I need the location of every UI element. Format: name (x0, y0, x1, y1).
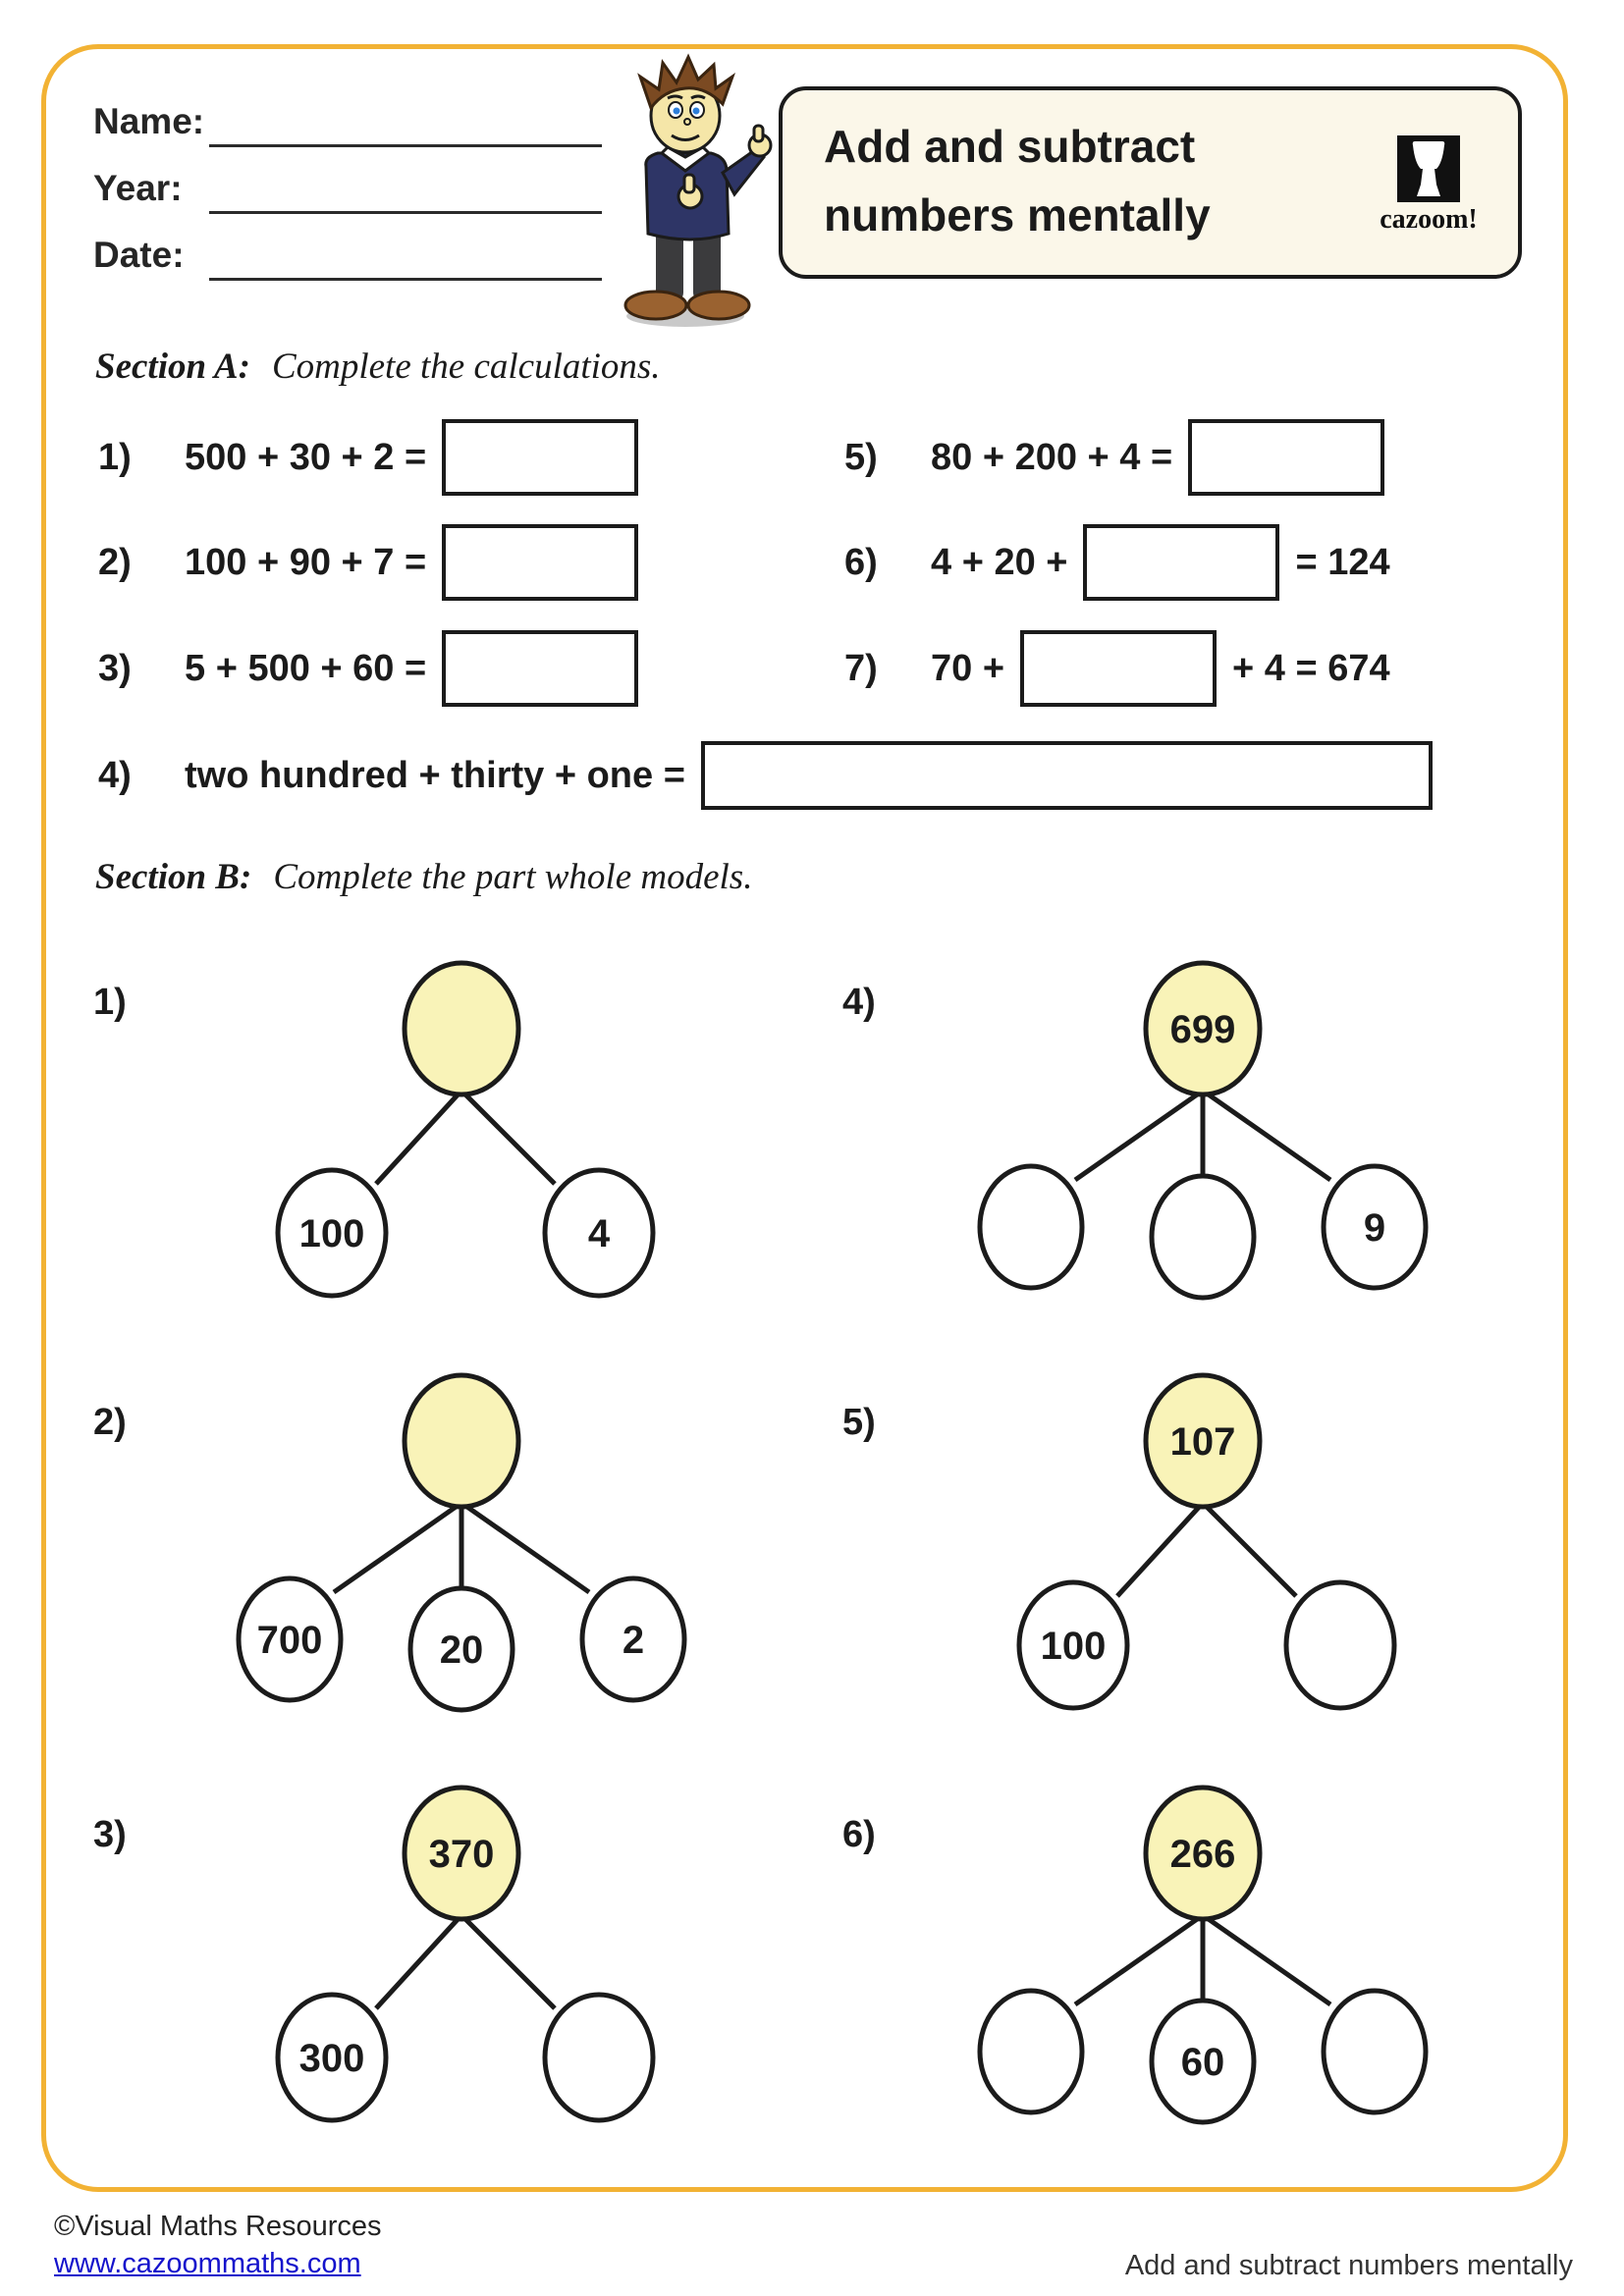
problem-7-expression: 70 + (931, 647, 1005, 689)
cazoom-kazoo-icon (1397, 135, 1460, 202)
model-1-whole-circle[interactable] (405, 963, 518, 1095)
problem-6 (844, 521, 1390, 604)
part-whole-model-5 (908, 1372, 1458, 1716)
problem-6-expression: 4 + 20 + (931, 541, 1068, 583)
model-5-whole-value: 107 (1169, 1420, 1236, 1464)
problem-6-answer-box[interactable] (1083, 524, 1279, 601)
model-1-part-value-2: 4 (587, 1212, 611, 1255)
worksheet-title-line2: numbers mentally (824, 189, 1211, 240)
year-write-line[interactable] (209, 211, 602, 214)
problem-5-number: 5) (844, 436, 878, 478)
problem-5-answer-box[interactable] (1188, 419, 1384, 496)
problem-1 (98, 416, 654, 499)
model-2-part-value-2: 20 (439, 1629, 484, 1672)
problem-4-answer-box[interactable] (701, 741, 1433, 810)
model-4-whole-value: 699 (1169, 1008, 1236, 1051)
problem-4-expression: two hundred + thirty + one = (185, 754, 685, 796)
model-5-part-circle-2[interactable] (1286, 1582, 1394, 1708)
problem-6-suffix: = 124 (1295, 541, 1390, 583)
part-whole-model-4 (908, 960, 1458, 1304)
section-b-instruction: Complete the part whole models. (273, 857, 753, 897)
part-whole-model-6 (908, 1785, 1458, 2128)
problem-1-number: 1) (98, 436, 132, 478)
section-a-heading (95, 346, 661, 388)
problem-5 (844, 416, 1400, 499)
problem-7-answer-box[interactable] (1020, 630, 1217, 707)
model-3-label: 3) (93, 1814, 127, 1855)
problem-2 (98, 521, 654, 604)
problem-7-suffix: + 4 = 674 (1232, 647, 1390, 689)
model-5-part-value-1: 100 (1040, 1625, 1107, 1668)
problem-3-answer-box[interactable] (442, 630, 638, 707)
problem-7-number: 7) (844, 647, 878, 689)
model-3-part-value-1: 300 (298, 2037, 365, 2080)
model-6-whole-value: 266 (1169, 1833, 1236, 1876)
problem-3 (98, 627, 654, 710)
name-label: Name: (93, 101, 205, 141)
section-b-heading (95, 856, 752, 898)
part-whole-model-3 (167, 1785, 717, 2128)
part-whole-model-1 (167, 960, 717, 1304)
problem-4 (98, 734, 1448, 817)
problem-5-expression: 80 + 200 + 4 = (931, 436, 1173, 478)
model-2-part-value-3: 2 (622, 1619, 645, 1662)
model-2-label: 2) (93, 1402, 127, 1443)
model-1-label: 1) (93, 982, 127, 1023)
problem-7 (844, 627, 1390, 710)
website-link[interactable]: www.cazoommaths.com (54, 2248, 361, 2279)
model-6-label: 6) (842, 1814, 876, 1855)
cazoom-logo-text: cazoom! (1380, 204, 1478, 235)
model-3-part-circle-2[interactable] (545, 1995, 653, 2120)
model-1-part-value-1: 100 (298, 1212, 365, 1255)
problem-1-answer-box[interactable] (442, 419, 638, 496)
model-4-part-circle-1[interactable] (980, 1166, 1082, 1288)
model-5-label: 5) (842, 1402, 876, 1443)
cazoom-logo (1375, 135, 1483, 236)
date-label: Date: (93, 235, 185, 275)
model-6-part-value-2: 60 (1180, 2041, 1225, 2084)
footer-worksheet-title: Add and subtract numbers mentally (1124, 2250, 1573, 2281)
date-write-line[interactable] (209, 278, 602, 281)
part-whole-model-2 (167, 1372, 717, 1716)
worksheet-title-line1: Add and subtract (824, 121, 1196, 172)
problem-2-answer-box[interactable] (442, 524, 638, 601)
problem-6-number: 6) (844, 541, 878, 583)
worksheet-title (824, 112, 1211, 249)
section-a-label: Section A: (95, 347, 250, 387)
copyright-text: ©Visual Maths Resources (54, 2211, 382, 2242)
year-label: Year: (93, 168, 183, 208)
problem-3-expression: 5 + 500 + 60 = (185, 647, 427, 689)
model-6-part-circle-1[interactable] (980, 1991, 1082, 2112)
section-b-label: Section B: (95, 857, 252, 897)
problem-2-expression: 100 + 90 + 7 = (185, 541, 427, 583)
model-2-part-value-1: 700 (256, 1619, 323, 1662)
model-4-part-value-3: 9 (1363, 1206, 1386, 1250)
worksheet-title-box (779, 86, 1522, 279)
model-6-part-circle-3[interactable] (1324, 1991, 1426, 2112)
cartoon-boy-thumbs-up (597, 47, 788, 334)
problem-4-number: 4) (98, 754, 132, 796)
problem-3-number: 3) (98, 647, 132, 689)
model-2-whole-circle[interactable] (405, 1375, 518, 1507)
problem-2-number: 2) (98, 541, 132, 583)
name-write-line[interactable] (209, 144, 602, 147)
model-4-label: 4) (842, 982, 876, 1023)
problem-1-expression: 500 + 30 + 2 = (185, 436, 427, 478)
section-a-instruction: Complete the calculations. (271, 347, 661, 387)
model-4-part-circle-2[interactable] (1152, 1176, 1254, 1298)
model-3-whole-value: 370 (428, 1833, 495, 1876)
